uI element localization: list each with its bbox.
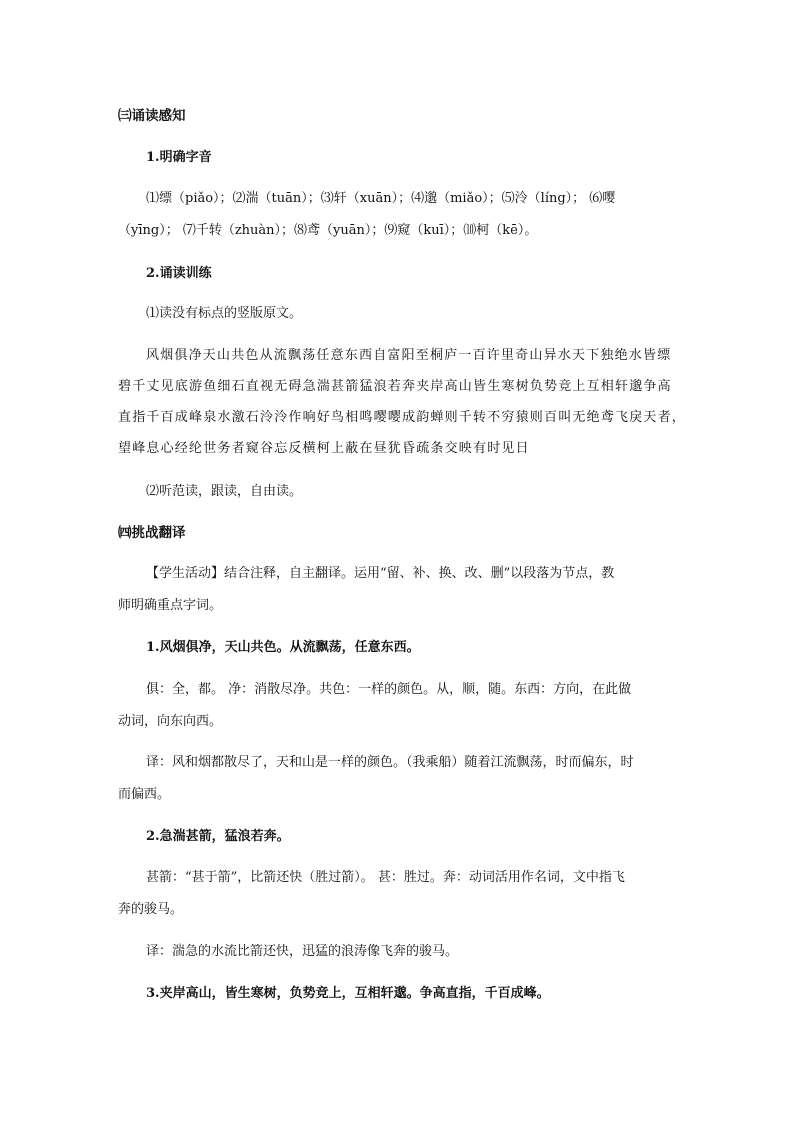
paragraph: ⑴读没有标点的竖版原文。 <box>146 306 303 321</box>
paragraph: ⑵听范读，跟读，自由读。 <box>146 484 303 499</box>
note-line: 动词，向东向西。 <box>118 714 223 729</box>
paragraph: 【学生活动】结合注释，自主翻译。运用“留、补、换、改、删”以段落为节点，教 <box>146 566 615 581</box>
section-heading-translation: ㈣挑战翻译 <box>118 525 186 541</box>
passage-line: 碧千丈见底游鱼细石直视无碍急湍甚箭猛浪若奔夹岸高山皆生寒树负势竞上互相轩邈争高 <box>118 379 672 394</box>
translation-line: 译：风和烟都散尽了，天和山是一样的颜色。（我乘船）随着江流飘荡，时而偏东，时 <box>146 755 634 770</box>
note-line: 俱：全，都。 净：消散尽净。共色：一样的颜色。从，顺，随。东西：方向，在此做 <box>146 682 632 697</box>
sentence-heading: 3.夹岸高山，皆生寒树，负势竞上，互相轩邈。争高直指，千百成峰。 <box>146 986 550 1001</box>
sentence-heading: 2.急湍甚箭，猛浪若奔。 <box>146 829 290 844</box>
section-heading-reading: ㈢诵读感知 <box>118 108 186 124</box>
passage-line: 直指千百成峰泉水激石泠泠作响好鸟相鸣嘤嘤成韵蝉则千转不穷猿则百叫无绝鸢飞戾天者， <box>118 410 687 425</box>
translation-line: 而偏西。 <box>118 787 171 802</box>
sentence-heading: 1.风烟俱净，天山共色。从流飘荡，任意东西。 <box>146 640 420 655</box>
passage-line: 望峰息心经纶世务者窥谷忘反横柯上蔽在昼犹昏疏条交映有时见日 <box>118 441 530 456</box>
pronunciation-line: （yīng）； ⑺千转（zhuàn）；⑻鸢（yuān）；⑼窥（kuī）；⑽柯（kē）。 <box>118 223 538 238</box>
pronunciation-line: ⑴缥（piǎo）；⑵湍（tuān）；⑶轩（xuān）；⑷邈（miǎo）；⑸泠（líng）； ⑹嘤 <box>146 191 616 206</box>
passage-line: 风烟俱净天山共色从流飘荡任意东西自富阳至桐庐一百许里奇山异水天下独绝水皆缥 <box>146 348 672 363</box>
subheading-pronunciation: 1.明确字音 <box>146 150 212 165</box>
subheading-reading-training: 2.诵读训练 <box>146 266 212 281</box>
translation-line: 译：湍急的水流比箭还快，迅猛的浪涛像飞奔的骏马。 <box>146 944 459 959</box>
paragraph: 师明确重点字词。 <box>118 598 223 613</box>
note-line: 甚箭：“甚于箭”，比箭还快（胜过箭）。 甚：胜过。奔：动词活用作名词，文中指飞 <box>146 870 625 885</box>
note-line: 奔的骏马。 <box>118 902 184 917</box>
